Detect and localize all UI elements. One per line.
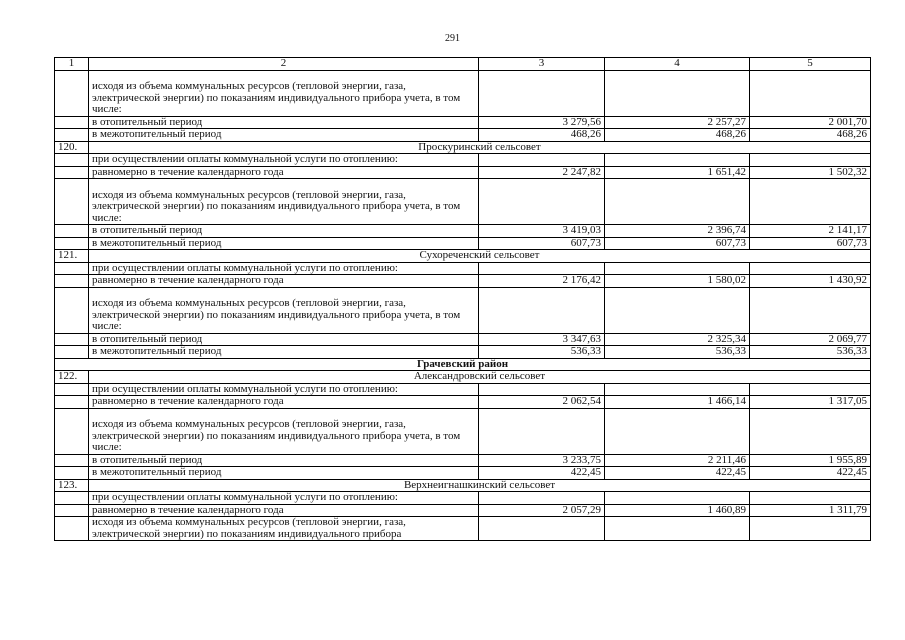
row-label: в отопительный период	[89, 225, 479, 238]
value-col4	[605, 383, 750, 396]
value-col5	[750, 287, 871, 333]
row-number-cell	[55, 504, 89, 517]
row-number-cell	[55, 129, 89, 142]
table-row	[55, 504, 871, 517]
value-col4: 468,26	[605, 129, 750, 142]
value-col5: 1 317,05	[750, 396, 871, 409]
row-number-cell	[55, 346, 89, 359]
value-col3: 2 247,82	[479, 166, 605, 179]
value-col5: 536,33	[750, 346, 871, 359]
value-col5: 2 001,70	[750, 116, 871, 129]
column-number: 1	[55, 58, 89, 71]
row-label: равномерно в течение календарного года	[89, 504, 479, 517]
row-label: равномерно в течение календарного года	[89, 275, 479, 288]
tariff-table	[54, 57, 871, 541]
table-row	[55, 346, 871, 359]
table-row	[55, 454, 871, 467]
row-number-cell	[55, 179, 89, 225]
row-number-cell	[55, 287, 89, 333]
value-col3: 607,73	[479, 237, 605, 250]
row-label: в межотопительный период	[89, 467, 479, 480]
table-row	[55, 70, 871, 116]
table-row	[55, 154, 871, 167]
table-row	[55, 129, 871, 142]
value-col4: 1 651,42	[605, 166, 750, 179]
table-body	[55, 58, 871, 541]
value-col3	[479, 70, 605, 116]
table-row	[55, 383, 871, 396]
value-col4: 536,33	[605, 346, 750, 359]
settlement-name: Александровский сельсовет	[89, 371, 871, 384]
table-row	[55, 225, 871, 238]
value-col5	[750, 383, 871, 396]
row-label: исходя из объема коммунальных ресурсов (тепловой энергии, газа, электрической энергии) по показаниям индивидуального прибора	[89, 517, 479, 541]
table-row	[55, 333, 871, 346]
row-label: при осуществлении оплаты коммунальной услуги по отоплению:	[89, 383, 479, 396]
value-col4: 607,73	[605, 237, 750, 250]
value-col3	[479, 383, 605, 396]
value-col5	[750, 517, 871, 541]
value-col5: 1 502,32	[750, 166, 871, 179]
row-label: исходя из объема коммунальных ресурсов (тепловой энергии, газа, электрической энергии) по показаниям индивидуального прибора учета, в том числе:	[89, 70, 479, 116]
value-col5: 1 955,89	[750, 454, 871, 467]
table-row	[55, 408, 871, 454]
table-row	[55, 492, 871, 505]
column-number: 2	[89, 58, 479, 71]
row-label: в отопительный период	[89, 116, 479, 129]
value-col4	[605, 262, 750, 275]
value-col5: 2 141,17	[750, 225, 871, 238]
value-col3: 3 233,75	[479, 454, 605, 467]
district-name: Грачевский район	[55, 358, 871, 371]
value-col4: 1 580,02	[605, 275, 750, 288]
value-col3	[479, 492, 605, 505]
value-col4	[605, 492, 750, 505]
value-col3: 422,45	[479, 467, 605, 480]
row-number-cell	[55, 396, 89, 409]
row-number: 122.	[55, 371, 89, 384]
column-number: 4	[605, 58, 750, 71]
row-number-cell	[55, 166, 89, 179]
value-col3: 3 347,63	[479, 333, 605, 346]
row-label: равномерно в течение календарного года	[89, 166, 479, 179]
row-label: исходя из объема коммунальных ресурсов (тепловой энергии, газа, электрической энергии) по показаниям индивидуального прибора учета, в том числе:	[89, 179, 479, 225]
value-col3: 3 419,03	[479, 225, 605, 238]
value-col4: 2 325,34	[605, 333, 750, 346]
value-col3	[479, 262, 605, 275]
value-col4: 422,45	[605, 467, 750, 480]
table-row	[55, 517, 871, 541]
value-col3: 3 279,56	[479, 116, 605, 129]
table-row	[55, 467, 871, 480]
row-label: в межотопительный период	[89, 346, 479, 359]
table-row	[55, 262, 871, 275]
value-col4	[605, 287, 750, 333]
table-row	[55, 116, 871, 129]
row-label: в межотопительный период	[89, 237, 479, 250]
row-number-cell	[55, 517, 89, 541]
row-label: в межотопительный период	[89, 129, 479, 142]
table-row	[55, 396, 871, 409]
value-col5	[750, 70, 871, 116]
row-label: равномерно в течение календарного года	[89, 396, 479, 409]
column-number: 5	[750, 58, 871, 71]
value-col5: 422,45	[750, 467, 871, 480]
row-number-cell	[55, 333, 89, 346]
row-number: 123.	[55, 479, 89, 492]
row-number-cell	[55, 225, 89, 238]
value-col5	[750, 154, 871, 167]
row-label: в отопительный период	[89, 454, 479, 467]
row-label: при осуществлении оплаты коммунальной услуги по отоплению:	[89, 492, 479, 505]
row-number-cell	[55, 492, 89, 505]
value-col5: 607,73	[750, 237, 871, 250]
value-col5	[750, 408, 871, 454]
row-number-cell	[55, 70, 89, 116]
value-col5	[750, 262, 871, 275]
row-number-cell	[55, 275, 89, 288]
settlement-row	[55, 141, 871, 154]
row-number-cell	[55, 116, 89, 129]
table-row	[55, 179, 871, 225]
value-col4	[605, 179, 750, 225]
row-number-cell	[55, 408, 89, 454]
value-col5	[750, 492, 871, 505]
district-row	[55, 358, 871, 371]
value-col5: 468,26	[750, 129, 871, 142]
row-label: в отопительный период	[89, 333, 479, 346]
value-col4: 2 257,27	[605, 116, 750, 129]
value-col4	[605, 517, 750, 541]
value-col3	[479, 287, 605, 333]
row-number: 121.	[55, 250, 89, 263]
value-col3	[479, 179, 605, 225]
row-label: при осуществлении оплаты коммунальной услуги по отоплению:	[89, 154, 479, 167]
value-col3: 2 176,42	[479, 275, 605, 288]
value-col4: 2 211,46	[605, 454, 750, 467]
value-col5: 2 069,77	[750, 333, 871, 346]
value-col4	[605, 70, 750, 116]
row-number-cell	[55, 154, 89, 167]
row-number-cell	[55, 454, 89, 467]
value-col3	[479, 517, 605, 541]
row-number-cell	[55, 467, 89, 480]
value-col4: 1 466,14	[605, 396, 750, 409]
value-col4	[605, 408, 750, 454]
value-col4: 1 460,89	[605, 504, 750, 517]
value-col5: 1 430,92	[750, 275, 871, 288]
column-number: 3	[479, 58, 605, 71]
settlement-row	[55, 479, 871, 492]
row-label: исходя из объема коммунальных ресурсов (тепловой энергии, газа, электрической энергии) по показаниям индивидуального прибора учета, в том числе:	[89, 287, 479, 333]
settlement-row	[55, 250, 871, 263]
settlement-name: Сухореченский сельсовет	[89, 250, 871, 263]
settlement-name: Проскуринский сельсовет	[89, 141, 871, 154]
table-row	[55, 166, 871, 179]
value-col3: 468,26	[479, 129, 605, 142]
settlement-name: Верхнеигнашкинский сельсовет	[89, 479, 871, 492]
value-col3	[479, 154, 605, 167]
value-col3: 2 057,29	[479, 504, 605, 517]
column-number-row	[55, 58, 871, 71]
row-label: при осуществлении оплаты коммунальной услуги по отоплению:	[89, 262, 479, 275]
table-row	[55, 237, 871, 250]
table-row	[55, 287, 871, 333]
value-col4	[605, 154, 750, 167]
value-col5	[750, 179, 871, 225]
value-col3: 536,33	[479, 346, 605, 359]
value-col3: 2 062,54	[479, 396, 605, 409]
table-row	[55, 275, 871, 288]
row-number: 120.	[55, 141, 89, 154]
row-label: исходя из объема коммунальных ресурсов (тепловой энергии, газа, электрической энергии) по показаниям индивидуального прибора учета, в том числе:	[89, 408, 479, 454]
page-number: 291	[445, 33, 460, 44]
value-col3	[479, 408, 605, 454]
value-col4: 2 396,74	[605, 225, 750, 238]
value-col5: 1 311,79	[750, 504, 871, 517]
row-number-cell	[55, 237, 89, 250]
row-number-cell	[55, 383, 89, 396]
settlement-row	[55, 371, 871, 384]
row-number-cell	[55, 262, 89, 275]
